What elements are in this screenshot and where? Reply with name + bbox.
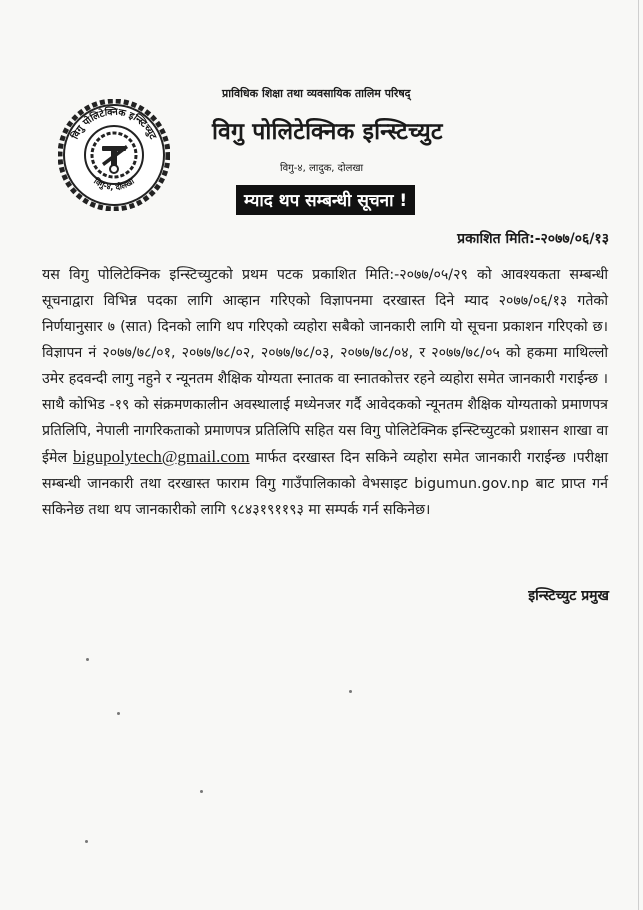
scan-speck [349, 690, 352, 693]
notice-body [42, 262, 608, 523]
notice-body-part1: यस विगु पोलिटेक्निक इन्स्टिच्युटको प्रथम पटक प्रकाशित मिति:-२०७७/०५/२९ को आवश्यकता सम्बन्धी सूचनाद्वारा विभिन्न पदका लागि आव्हान गरिएको विज्ञापनमा दरखास्त दिने म्याद २०७७/०६/१३ गतेको निर्णयानुसार ७ (सात) दिनको लागि थप गरिएको व्यहोरा सबैको जानकारी लागि यो सूचना प्रकाशन गरिएको छ। विज्ञापन नं २०७७/७८/०१, २०७७/७८/०२, २०७७/७८/०३, २०७७/७८/०४, र २०७७/७८/०५ को हकमा माथिल्लो उमेर हदवन्दी लागु नहुने र न्यूनतम शैक्षिक योग्यता स्नातक वा स्नातकोत्तर रहने व्यहोरा समेत जानकारी गराईन्छ ।साथै कोभिड -१९ को संक्रमणकालीन अवस्थालाई मध्येनजर गर्दै आवेदकको न्यूनतम शैक्षिक योग्यताको प्रमाणपत्र प्रतिलिपि, नेपाली नागरिकताको प्रमाणपत्र प्रतिलिपि सहित यस विगु पोलिटेक्निक इन्स्टिच्युटको प्रशासन शाखा वा ईमेल [42, 267, 608, 466]
published-date: प्रकाशित मिति:-२०७७/०६/१३ [457, 231, 609, 247]
scan-speck [86, 658, 89, 661]
institute-address: विगु-४, लादुक, दोलखा [280, 163, 364, 174]
scan-speck [117, 712, 120, 715]
institute-seal-icon [58, 99, 170, 211]
signature: इन्स्टिच्युट प्रमुख [528, 588, 609, 604]
email-link[interactable]: bigupolytech@gmail.com [72, 447, 250, 466]
seal-bottom-text: विगु-४, दोलखा [92, 176, 136, 192]
scan-speck [200, 790, 203, 793]
page-edge-line [638, 0, 639, 910]
seal-ring-text: विगु पोलिटेक्निक इन्स्टिच्युट [69, 106, 159, 142]
notice-title-banner: म्याद थप सम्बन्धी सूचना ! [236, 185, 415, 215]
council-name: प्राविधिक शिक्षा तथा व्यवसायिक तालिम परिषद् [222, 87, 411, 100]
notice-body-part2: मार्फत दरखास्त दिन सकिने व्यहोरा समेत जानकारी गराईन्छ ।परीक्षा सम्बन्धी जानकारी तथा दरखास्त फाराम विगु गाउँपालिकाको वेभसाइट bigumun.gov.np बाट प्राप्त गर्न सकिनेछ तथा थप जानकारीको लागि ९८४३१९११९३ मा सम्पर्क गर्न सकिनेछ। [42, 450, 609, 518]
institute-title: विगु पोलिटेक्निक इन्स्टिच्युट [212, 119, 443, 145]
scan-speck [85, 840, 88, 843]
